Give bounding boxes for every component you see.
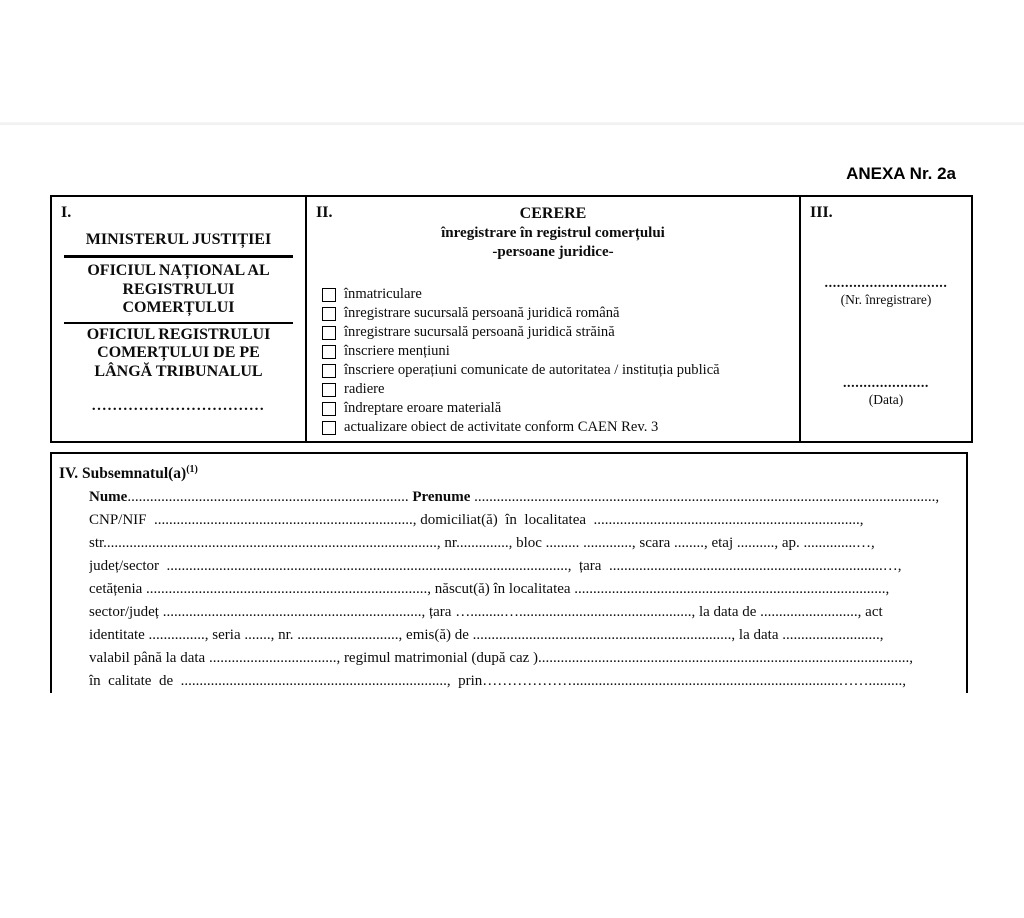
- page-boundary-divider: [0, 122, 1024, 125]
- checkbox-label: îndreptare eroare materială: [344, 400, 502, 416]
- field-line-cetatenia: cetățenia ..........................................................................., născut(ă) în localitatea ...................................................................................,: [89, 581, 890, 598]
- office-national-line: OFICIUL NAȚIONAL AL: [87, 262, 270, 279]
- annex-label: ANEXA Nr. 2a: [846, 164, 956, 183]
- registration-date-field: [801, 377, 971, 408]
- checkbox-row-operatiuni-comunicate[interactable]: [322, 361, 795, 380]
- checkbox-row-radiere[interactable]: [322, 380, 795, 399]
- office-court-line: COMERȚULUI DE PE: [97, 344, 260, 361]
- field-line-sector-tara-data: sector/județ ....................................................................., țara ….........….............................................., la data de .........................., act: [89, 604, 883, 621]
- registration-number-field: [801, 277, 971, 308]
- prenume-label: Prenume: [408, 489, 475, 506]
- divider-line: [64, 322, 293, 324]
- section-4-heading-text: IV. Subsemnatul(a): [59, 465, 187, 483]
- checkbox-label: înmatriculare: [344, 286, 422, 302]
- divider-line: [64, 255, 293, 258]
- checkbox-icon: [322, 345, 336, 359]
- field-line-judet-tara: județ/sector ..........................................................................................................., țara .........................................................................…,: [89, 558, 902, 575]
- form-subtitle: înregistrare în registrul comerțului: [441, 225, 665, 241]
- field-line-strada: str........................................................................................., nr.............., bloc ......... ............., scara ........, etaj .........., ap. ..............…,: [89, 535, 875, 552]
- nume-fill-dots: ...........................................................................: [127, 489, 409, 506]
- checkbox-row-inscriere-mentiuni[interactable]: [322, 342, 795, 361]
- section-4-applicant: [50, 452, 968, 693]
- section-1-number: I.: [61, 204, 72, 221]
- checkbox-icon: [322, 307, 336, 321]
- office-court-line: OFICIUL REGISTRULUI: [86, 325, 271, 343]
- form-subtitle: -persoane juridice-: [492, 244, 614, 260]
- office-national-line: COMERȚULUI: [122, 299, 235, 316]
- checkbox-row-sucursala-straina[interactable]: [322, 323, 795, 342]
- field-line-calitate-prin: în calitate de ......................................................................., prin……………….......................................................................…….........,: [89, 673, 907, 690]
- nume-label: Nume: [89, 489, 128, 506]
- checkbox-row-sucursala-romana[interactable]: [322, 304, 795, 323]
- checkbox-label: înscriere operațiuni comunicate de autoritatea / instituția publică: [344, 362, 720, 378]
- checkbox-label: înregistrare sucursală persoană juridică străină: [344, 324, 615, 340]
- registration-number-dots: ..............................: [824, 276, 948, 291]
- checkbox-label: înregistrare sucursală persoană juridică română: [344, 305, 620, 321]
- office-national-line: REGISTRULUI: [122, 280, 235, 298]
- field-line-valabilitate-regim: valabil până la data .................................., regimul matrimonial (după caz )...................................................................................................,: [89, 650, 914, 667]
- registration-header-table: [50, 195, 973, 443]
- checkbox-row-actualizare-caen[interactable]: [322, 418, 795, 437]
- checkbox-icon: [322, 383, 336, 397]
- office-court-line: LÂNGĂ TRIBUNALUL: [94, 362, 263, 380]
- prenume-fill-dots: ...........................................................................................................................,: [474, 489, 940, 506]
- checkbox-icon: [322, 326, 336, 340]
- checkbox-row-inmatriculare[interactable]: [322, 285, 795, 304]
- checkbox-icon: [322, 402, 336, 416]
- section-2-number: II.: [316, 204, 333, 221]
- checkbox-icon: [322, 288, 336, 302]
- section-4-heading: [59, 460, 964, 483]
- section-3-number: III.: [810, 204, 833, 221]
- checkbox-label: radiere: [344, 381, 385, 397]
- field-line-nume-prenume: [89, 486, 964, 509]
- footnote-reference: (1): [186, 464, 198, 475]
- section-2-request: [307, 197, 801, 441]
- registration-date-caption: (Data): [868, 392, 904, 407]
- registration-number-caption: (Nr. înregistrare): [840, 292, 932, 307]
- section-3-registry-use: [801, 197, 971, 441]
- checkbox-label: actualizare obiect de activitate conform CAEN Rev. 3: [344, 419, 659, 435]
- form-title: CERERE: [519, 205, 587, 222]
- section-1-authority: [52, 197, 307, 441]
- registration-date-dots: .....................: [842, 376, 930, 391]
- checkbox-label: înscriere mențiuni: [344, 343, 450, 359]
- checkbox-icon: [322, 364, 336, 378]
- checkbox-row-indreptare-eroare[interactable]: [322, 399, 795, 418]
- checkbox-icon: [322, 421, 336, 435]
- tribunal-fill-in-line: .................................: [91, 398, 266, 414]
- field-line-act-identitate: identitate ..............., seria ......., nr. ..........................., emis(ă) de ....................................................................., la data ..........................,: [89, 627, 884, 644]
- request-type-checkbox-list: [322, 285, 795, 437]
- ministry-title: MINISTERUL JUSTIȚIEI: [85, 231, 272, 248]
- field-line-cnp-domiciliu: CNP/NIF ....................................................................., domiciliat(ă) în localitatea .......................................................................,: [89, 512, 864, 529]
